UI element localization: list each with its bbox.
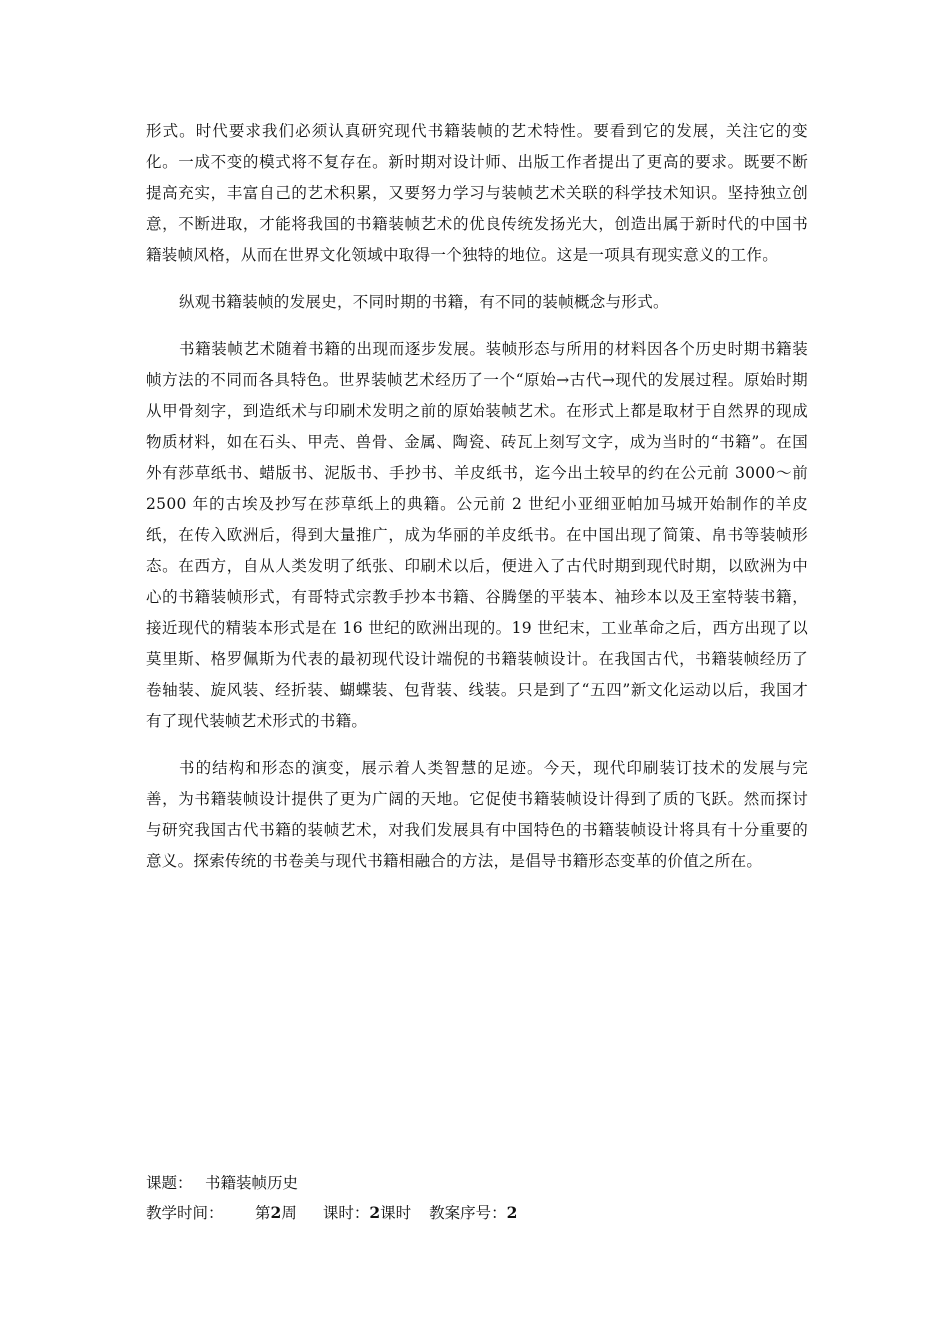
hours-label: 课时： xyxy=(322,1204,370,1222)
plan-number: 2 xyxy=(506,1203,518,1222)
time-label: 教学时间： xyxy=(146,1204,224,1222)
paragraph-overview: 纵观书籍装帧的发展史，不同时期的书籍，有不同的装帧概念与形式。 xyxy=(179,293,669,311)
hours-number: 2 xyxy=(369,1203,381,1222)
time-line xyxy=(146,1198,808,1228)
week-number: 2 xyxy=(270,1203,282,1222)
paragraph-evolution: 书的结构和形态的演变，展示着人类智慧的足迹。今天，现代印刷装订技术的发展与完善，为书籍装帧设计提供了更为广阔的天地。它促使书籍装帧设计得到了质的飞跃。然而探讨与研究我国古代书籍的装帧艺术，对我们发展具有中国特色的书籍装帧设计将具有十分重要的意义。探索传统的书卷美与现代书籍相融合的方法，是倡导书籍形态变革的价值之所在。 xyxy=(146,759,808,870)
document-body xyxy=(146,116,808,877)
topic-value: 书籍装帧历史 xyxy=(205,1174,299,1192)
hours-suffix: 课时 xyxy=(380,1204,412,1222)
topic-label: 课题： xyxy=(146,1174,193,1192)
lesson-info xyxy=(146,1168,808,1228)
paragraph-history: 书籍装帧艺术随着书籍的出现而逐步发展。装帧形态与所用的材料因各个历史时期书籍装帧方法的不同而各具特色。世界装帧艺术经历了一个“原始→古代→现代的发展过程。原始时期从甲骨刻字，到造纸术与印刷术发明之前的原始装帧艺术。在形式上都是取材于自然界的现成物质材料，如在石头、甲壳、兽骨、金属、陶瓷、砖瓦上刻写文字，成为当时的“书籍”。在国外有莎草纸书、蜡版书、泥版书、手抄书、羊皮纸书，迄今出土较早的约在公元前 3000～前 2500 年的古埃及抄写在莎草纸上的典籍。公元前 2 世纪小亚细亚帕加马城开始制作的羊皮纸，在传入欧洲后，得到大量推广，成为华丽的羊皮纸书。在中国出现了简策、帛书等装帧形态。在西方，自从人类发明了纸张、印刷术以后，便进入了古代时期到现代时期，以欧洲为中心的书籍装帧形式，有哥特式宗教手抄本书籍、谷腾堡的平装本、袖珍本以及王室特装书籍，接近现代的精装本形式是在 16 世纪的欧洲出现的。19 世纪末，工业革命之后，西方出现了以莫里斯、格罗佩斯为代表的最初现代设计端倪的书籍装帧设计。在我国古代，书籍装帧经历了卷轴装、旋风装、经折装、蝴蝶装、包背装、线装。只是到了“五四”新文化运动以后，我国才有了现代装帧艺术形式的书籍。 xyxy=(146,340,808,730)
paragraph-continuation: 形式。时代要求我们必须认真研究现代书籍装帧的艺术特性。要看到它的发展，关注它的变化。一成不变的模式将不复存在。新时期对设计师、出版工作者提出了更高的要求。既要不断提高充实，丰富自己的艺术积累，又要努力学习与装帧艺术关联的科学技术知识。坚持独立创意，不断进取，才能将我国的书籍装帧艺术的优良传统发扬光大，创造出属于新时代的中国书籍装帧风格，从而在世界文化领域中取得一个独特的地位。这是一项具有现实意义的工作。 xyxy=(146,122,808,264)
plan-label: 教案序号： xyxy=(429,1204,507,1222)
week-suffix: 周 xyxy=(281,1204,297,1222)
topic-line xyxy=(146,1168,808,1198)
week-prefix: 第 xyxy=(255,1204,271,1222)
